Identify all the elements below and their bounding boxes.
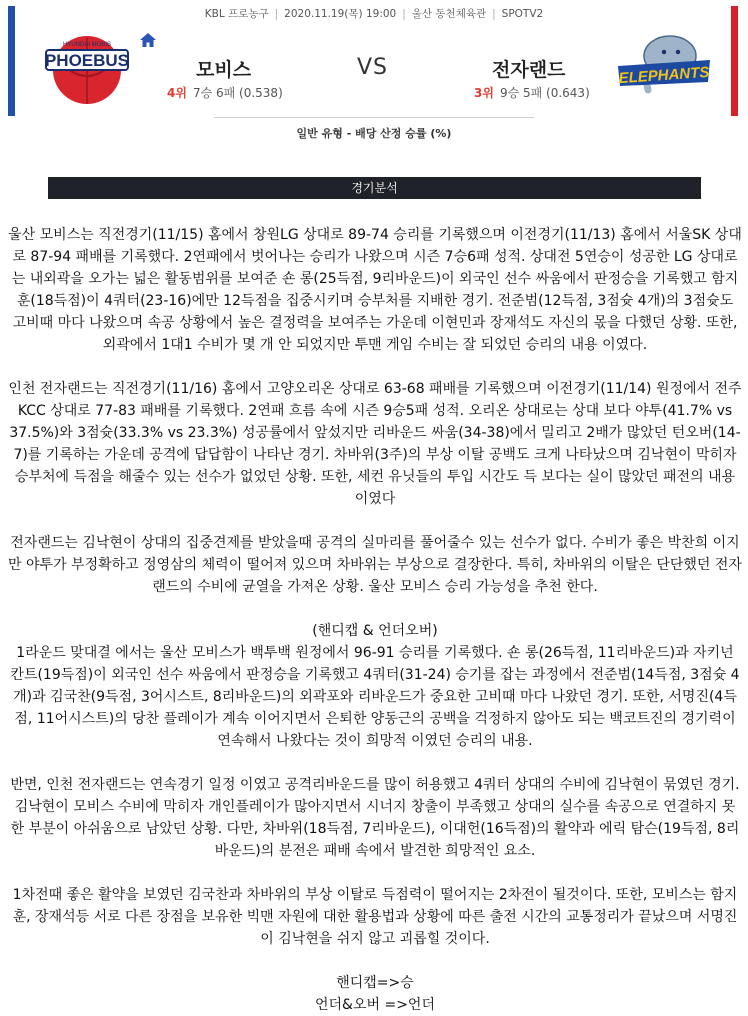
league-label: KBL 프로농구 [204,8,269,20]
away-team-record [474,84,590,101]
match-info-line: KBL 프로농구 | 2020.11.19(목) 19:00 | 울산 동천체육관 | SPOTV2 [204,8,544,20]
home-icon [139,32,157,48]
away-team-logo [614,32,714,102]
paragraph-first-meeting: 1라운드 맞대결 에서는 울산 모비스가 백투백 원정에서 96-91 승리를 기록했다. 숀 롱(26득점, 11리바운드)과 자키넌 칸트(19득점)이 외국인 선수 싸움에서 판정승을 기록했고 4쿼터(31-24) 승기를 잡는 과정에서 전준범(14득점, 3점슛 4개)과 김국찬(9득점, 3어시스트, 8리바운드)의 외곽포와 리바운드가 중요한 고비때 마다 나왔던 경기. 또한, 서명진(4득점, 11어시스트)의 당찬 플레이가 계속 이어지면서 은퇴한 양동근의 공백을 걱정하지 않아도 되는 백코트진의 경기력이 연속해서 나왔다는 것이 희망적 이였던 승리의 내용. [10,645,740,749]
home-rank: 4위 [167,86,187,100]
home-team-logo [44,24,130,108]
away-win-loss: 9승 5패 (0.643) [499,86,590,100]
section-title-bar: 경기분석 [48,177,701,199]
away-color-bar [731,6,738,116]
match-datetime: 2020.11.19(목) 19:00 [284,8,397,20]
handicap-heading: (핸디캡 & 언더오버) [312,623,438,639]
broadcast-label: SPOTV2 [501,8,544,20]
away-team-name: 전자랜드 [492,59,566,81]
venue-label: 울산 동천체육관 [411,8,487,20]
svg-text:HYUNDAI MOBIS: HYUNDAI MOBIS [62,42,112,48]
home-color-bar [8,6,15,116]
home-team-record [167,84,283,101]
analysis-article [8,224,742,1016]
svg-text:PHOEBUS: PHOEBUS [44,51,130,70]
pick-handicap: 핸디캡=>승 [336,975,414,991]
vs-label: VS [357,55,389,80]
pick-under-over: 언더&오버 =>언더 [315,997,435,1013]
odds-subtitle: 일반 유형 - 배당 산정 승률 (%) [296,127,452,140]
paragraph-home-recent: 울산 모비스는 직전경기(11/15) 홈에서 창원LG 상대로 89-74 승리를 기록했으며 이전경기(11/13) 홈에서 서울SK 상대로 87-94 패배를 기록했다. 2연패에서 벗어나는 승리가 나왔으며 시즌 7승6패 성적. 상대전 5연승이 성공한 LG 상대로는 내외곽을 오가는 넓은 활동범위를 보여준 숀 롱(25득점, 9리바운드)이 외국인 선수 싸움에서 판정승을 기록했고 함지훈(18득점)이 4쿼터(23-16)에만 12득점을 집중시키며 승부처를 지배한 경기. 전준범(12득점, 3점슛 4개)의 3점슛도 고비때 마다 나왔으며 속공 상황에서 높은 결정력을 보여주는 가운데 이현민과 장재석도 자신의 몫을 다했던 상황. 또한, 외곽에서 1대1 수비가 몇 개 안 되었지만 투맨 게임 수비는 잘 되었던 승리의 내용 이였다. [8,227,742,353]
paragraph-away-first-meeting: 반면, 인천 전자랜드는 연속경기 일정 이였고 공격리바운드를 많이 허용했고 4쿼터 상대의 수비에 김낙현이 묶였던 경기. 김낙현이 모비스 수비에 막히자 개인플레이가 많아지면서 시너지 창출이 부족했고 상대의 실수를 속공으로 연결하지 못한 부분이 아쉬움으로 남았던 상황. 다만, 차바위(18득점, 7리바운드), 이대헌(16득점)의 활약과 에릭 탐슨(19득점, 8리바운드)의 분전은 패배 속에서 발견한 희망적인 요소. [10,777,740,859]
paragraph-away-recent: 인천 전자랜드는 직전경기(11/16) 홈에서 고양오리온 상대로 63-68 패배를 기록했으며 이전경기(11/14) 원정에서 전주 KCC 상대로 77-83 패배를 기록했다. 2연패 흐름 속에 시즌 9승5패 성적. 오리온 상대로는 상대 보다 야투(41.7% vs 37.5%)와 3점슛(33.3% vs 23.3%) 성공률에서 앞섰지만 리바운드 싸움(34-38)에서 밀리고 2배가 많았던 턴오버(14-7)를 기록하는 가운데 공격에 답답함이 나타난 경기. 차바위(3주)의 부상 이탈 공백도 크게 나타났으며 김낙현이 막히자 승부처에 득점을 해줄수 있는 선수가 없었던 상황. 또한, 세컨 유닛들의 투입 시간도 득 보다는 실이 많았던 패전의 내용 이였다 [8,381,742,507]
paragraph-outlook: 1차전때 좋은 활약을 보였던 김국찬과 차바위의 부상 이탈로 득점력이 떨어지는 2차전이 될것이다. 또한, 모비스는 함지훈, 장재석등 서로 다른 장점을 보유한 빅맨 자원에 대한 활용법과 상황에 따른 출전 시간의 교통정리가 끝났으며 서명진이 김낙현을 쉬지 않고 괴롭힐 것이다. [12,887,738,947]
header-divider [214,117,534,118]
svg-text:ELEPHANTS: ELEPHANTS [618,63,710,88]
paragraph-prediction: 전자랜드는 김낙현이 상대의 집중견제를 받았을때 공격의 실마리를 풀어줄수 있는 선수가 없다. 수비가 좋은 박찬희 이지만 야투가 부정확하고 정영삼의 체력이 떨어져 있으며 차바위는 부상으로 결장한다. 특히, 차바위의 이탈은 단단했던 전자랜드의 수비에 균열을 가져온 상황. 울산 모비스 승리 가능성을 추천 한다. [8,535,742,595]
home-team-name: 모비스 [196,59,252,81]
away-rank: 3위 [474,86,494,100]
home-win-loss: 7승 6패 (0.538) [192,86,283,100]
